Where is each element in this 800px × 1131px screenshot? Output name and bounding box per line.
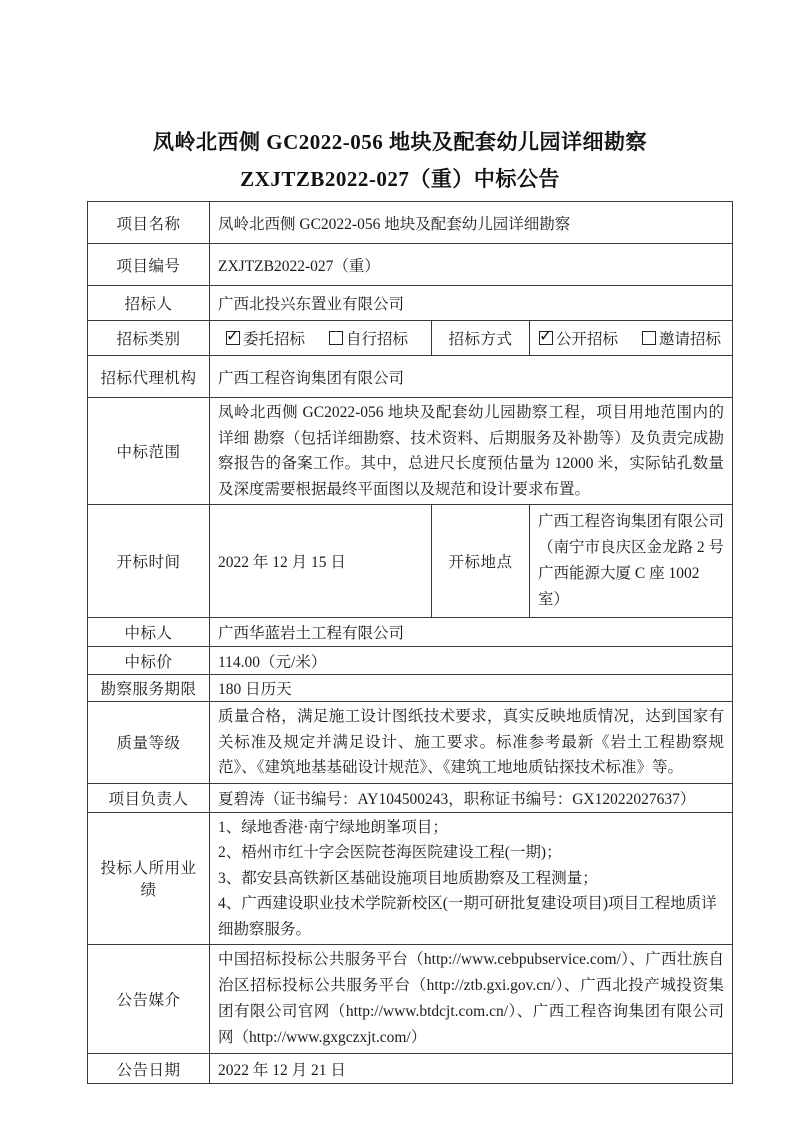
quality-label: 质量等级	[88, 702, 210, 784]
checkbox-label: 委托招标	[243, 331, 306, 348]
date-label: 公告日期	[88, 1054, 210, 1084]
checkbox-unchecked-icon	[329, 331, 343, 345]
table-row	[88, 783, 733, 812]
tender-category-options	[210, 321, 432, 356]
table-row	[88, 675, 733, 702]
table-row	[88, 398, 733, 505]
table-row	[88, 244, 733, 286]
achievement-item: 3、都安县高铁新区基础设施项目地质勘察及工程测量；	[218, 869, 598, 887]
checkbox-invited-tender	[642, 331, 721, 348]
date-value: 2022 年 12 月 21 日	[210, 1054, 733, 1084]
document-title	[0, 0, 800, 198]
checkbox-checked-icon	[226, 331, 240, 345]
duration-label: 勘察服务期限	[88, 675, 210, 702]
checkbox-self-tender	[329, 331, 408, 348]
duration-value: 180 日历天	[210, 675, 733, 702]
scope-value: 凤岭北西侧 GC2022-056 地块及配套幼儿园勘察工程，项目用地范围内的详细 勘察（包括详细勘察、技术资料、后期服务及补勘等）及负责完成勘察报告的备案工作。其中，总进尺长度预估量为 12000 米，实际钻孔数量及深度需要根据最终平面图以及规范和设计要求布置。	[210, 398, 733, 505]
checkbox-checked-icon	[539, 331, 553, 345]
achievement-item: 2、梧州市红十字会医院苍海医院建设工程(一期)；	[218, 844, 562, 861]
project-name-label: 项目名称	[88, 202, 210, 244]
price-value: 114.00（元/米）	[210, 647, 733, 675]
price-label: 中标价	[88, 647, 210, 675]
announcement-table	[87, 201, 733, 1084]
opening-place-label: 开标地点	[432, 505, 530, 618]
table-row	[88, 356, 733, 398]
manager-label: 项目负责人	[88, 783, 210, 812]
project-no-label: 项目编号	[88, 244, 210, 286]
achievements-value	[210, 812, 733, 945]
manager-value: 夏碧涛（证书编号：AY104500243，职称证书编号：GX12022027637）	[210, 783, 733, 812]
project-name-value: 凤岭北西侧 GC2022-056 地块及配套幼儿园详细勘察	[210, 202, 733, 244]
tender-method-options	[530, 321, 733, 356]
table-row	[88, 1054, 733, 1084]
tender-method-label: 招标方式	[432, 321, 530, 356]
table-row	[88, 618, 733, 647]
scope-label: 中标范围	[88, 398, 210, 505]
checkbox-label: 自行招标	[346, 331, 409, 348]
opening-time-label: 开标时间	[88, 505, 210, 618]
project-no-value: ZXJTZB2022-027（重）	[210, 244, 733, 286]
table-row	[88, 321, 733, 356]
tenderer-value: 广西北投兴东置业有限公司	[210, 286, 733, 321]
agency-value: 广西工程咨询集团有限公司	[210, 356, 733, 398]
table-row	[88, 286, 733, 321]
checkbox-unchecked-icon	[642, 331, 656, 345]
media-label: 公告媒介	[88, 945, 210, 1054]
checkbox-label: 邀请招标	[659, 331, 722, 348]
winner-label: 中标人	[88, 618, 210, 647]
table-row	[88, 505, 733, 618]
opening-time-value: 2022 年 12 月 15 日	[210, 505, 432, 618]
tenderer-label: 招标人	[88, 286, 210, 321]
achievement-item: 4、广西建设职业技术学院新校区(一期可研批复建设项目)项目工程地质详细勘察服务。	[218, 895, 717, 938]
table-row	[88, 202, 733, 244]
title-line-2: ZXJTZB2022-027（重）中标公告	[240, 167, 560, 191]
media-value: 中国招标投标公共服务平台（http://www.cebpubservice.com/）、广西壮族自治区招标投标公共服务平台（http://ztb.gxi.gov.cn/）、广西北投产城投资集团有限公司官网（http://www.btdcjt.com.cn/）、广西工程咨询集团有限公司网（http://www.gxgczxjt.com/）	[210, 945, 733, 1054]
winner-value: 广西华蓝岩土工程有限公司	[210, 618, 733, 647]
opening-place-value: 广西工程咨询集团有限公司（南宁市良庆区金龙路 2 号广西能源大厦 C 座 1002 室）	[530, 505, 733, 618]
checkbox-label: 公开招标	[556, 331, 619, 348]
achievement-item: 1、绿地香港·南宁绿地朗峯项目；	[218, 818, 448, 836]
quality-value: 质量合格，满足施工设计图纸技术要求，真实反映地质情况，达到国家有关标准及规定并满足设计、施工要求。标准参考最新《岩土工程勘察规范》、《建筑地基基础设计规范》、《建筑工地地质钻探技术标准》等。	[210, 702, 733, 784]
table-row	[88, 812, 733, 945]
table-row	[88, 647, 733, 675]
table-row	[88, 702, 733, 784]
checkbox-entrusted-tender	[226, 331, 305, 348]
table-row	[88, 945, 733, 1054]
agency-label: 招标代理机构	[88, 356, 210, 398]
checkbox-open-tender	[539, 331, 618, 348]
tender-category-label: 招标类别	[88, 321, 210, 356]
title-line-1: 凤岭北西侧 GC2022-056 地块及配套幼儿园详细勘察	[153, 130, 647, 154]
achievements-label: 投标人所用业绩	[88, 812, 210, 945]
